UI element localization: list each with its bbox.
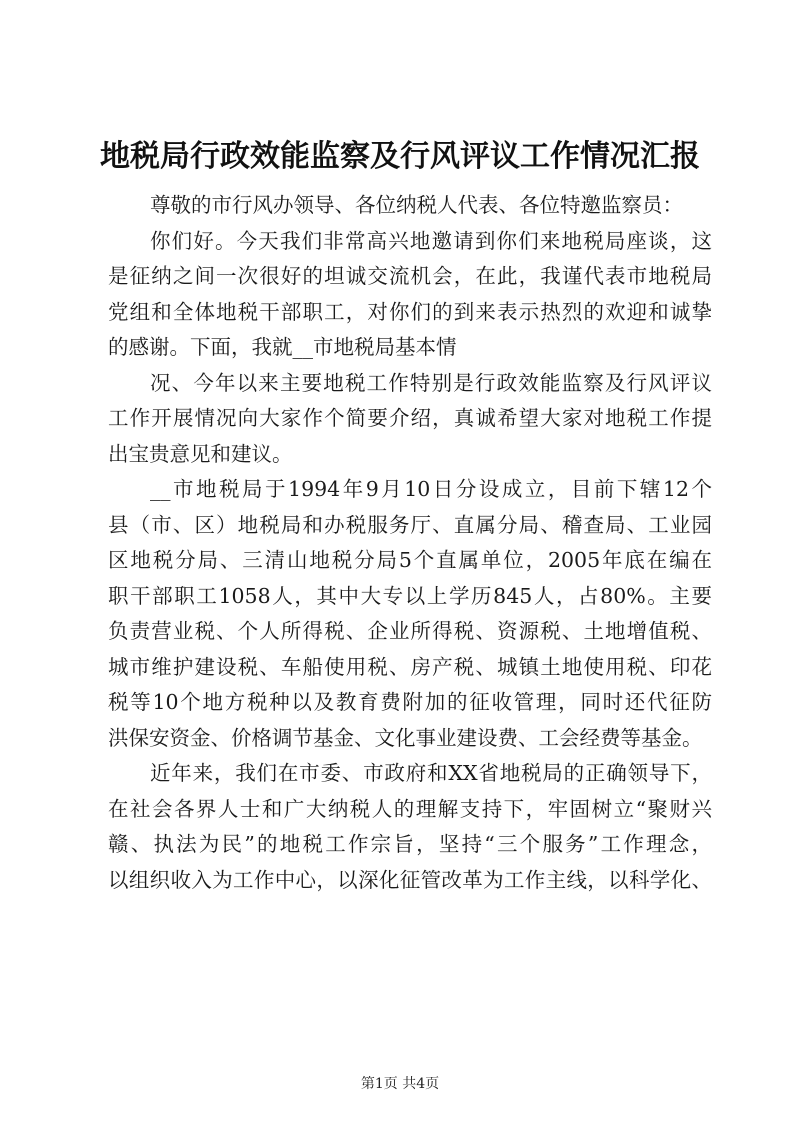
paragraph-line: 税等10个地方税种以及教育费附加的征收管理，同时还代征防 (108, 690, 712, 714)
paragraph-line: 的感谢。下面，我就__市地税局基本情 (108, 335, 457, 359)
paragraph-line: 县（市、区）地税局和办税服务厅、直属分局、稽查局、工业园 (108, 512, 712, 537)
paragraph-line: 洪保安资金、价格调节基金、文化事业建设费、工会经费等基金。 (108, 725, 703, 750)
paragraph-line: 职干部职工1058人，其中大专以上学历845人，占80%。主要 (108, 583, 712, 608)
paragraph-line: 负责营业税、个人所得税、企业所得税、资源税、土地增值税、 (108, 619, 712, 643)
document-body (108, 188, 712, 898)
paragraph-line: 城市维护建设税、车船使用税、房产税、城镇土地使用税、印花 (108, 654, 712, 679)
paragraph-line: 以组织收入为工作中心，以深化征管改革为工作主线，以科学化、 (108, 867, 712, 892)
paragraph-line: 区地税分局、三清山地税分局5个直属单位，2005年底在编在 (108, 548, 712, 572)
salutation-line: 尊敬的市行风办领导、各位纳税人代表、各位特邀监察员： (150, 193, 683, 217)
paragraph-line: 党组和全体地税干部职工，对你们的到来表示热烈的欢迎和诚挚 (108, 299, 712, 324)
document-title: 地税局行政效能监察及行风评议工作情况汇报 (100, 139, 700, 174)
paragraph-line: 出宝贵意见和建议。 (108, 441, 293, 466)
paragraph-line: 工作开展情况向大家作个简要介绍，真诚希望大家对地税工作提 (108, 406, 712, 430)
paragraph-line: 是征纳之间一次很好的坦诚交流机会，在此，我谨代表市地税局 (108, 264, 712, 288)
page-footer: 第1页 共4页 (360, 1076, 440, 1092)
paragraph-line: 近年来，我们在市委、市政府和XX省地税局的正确领导下， (150, 761, 712, 785)
paragraph-line: __市地税局于1994年9月10日分设成立，目前下辖12个 (150, 477, 712, 501)
paragraph-line: 你们好。今天我们非常高兴地邀请到你们来地税局座谈，这 (150, 228, 712, 253)
paragraph-line: 赣、执法为民”的地税工作宗旨，坚持“三个服务”工作理念， (108, 832, 712, 856)
paragraph-line: 况、今年以来主要地税工作特别是行政效能监察及行风评议 (150, 370, 712, 395)
paragraph-line: 在社会各界人士和广大纳税人的理解支持下，牢固树立“聚财兴 (108, 796, 712, 821)
